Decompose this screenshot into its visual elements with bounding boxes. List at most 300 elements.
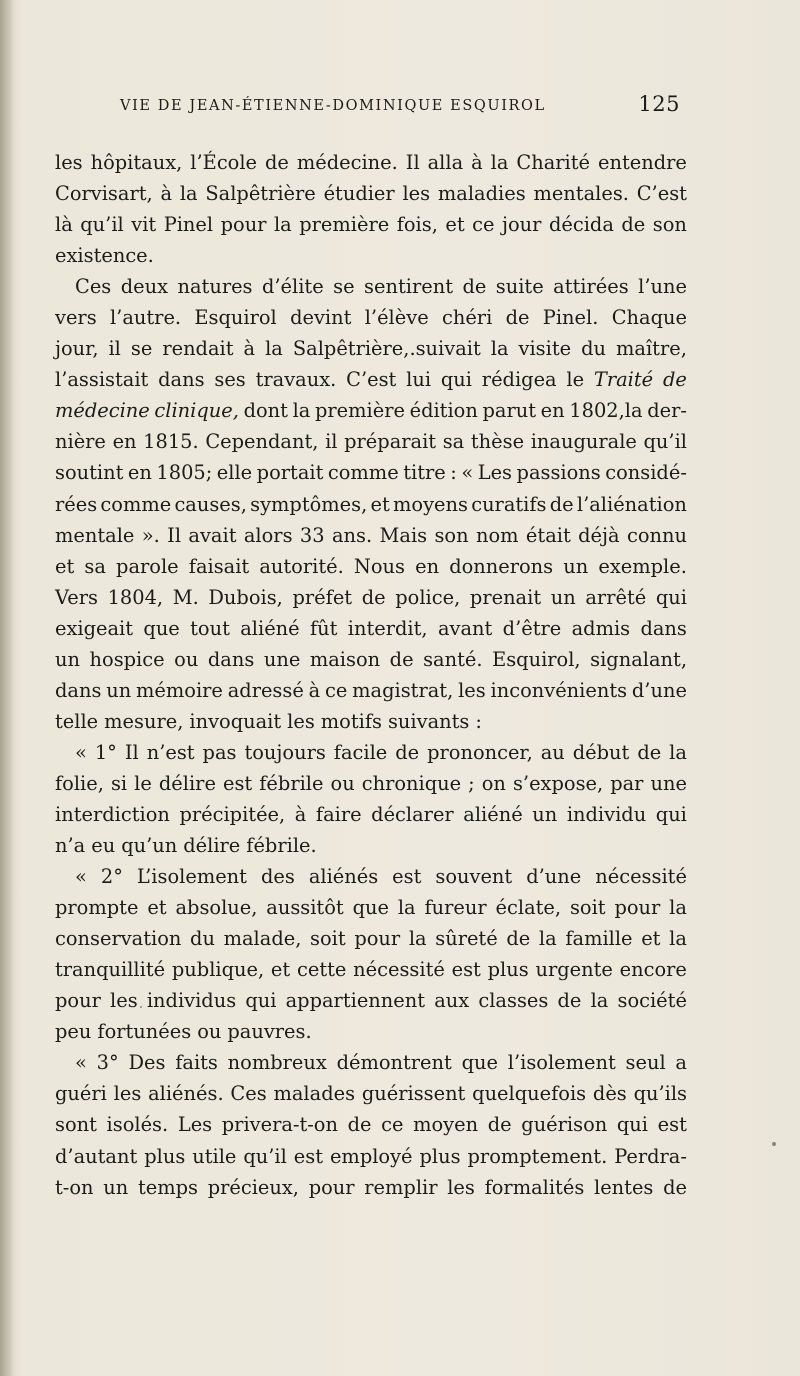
word: Les [477,461,513,485]
word: maître, [616,337,687,361]
word: guéri [55,1082,107,1106]
word: individus [146,989,237,1013]
word: aussitôt [266,896,344,920]
running-title: VIE DE JEAN-ÉTIENNE-DOMINIQUE ESQUIROL [120,98,546,114]
word: la [669,896,687,920]
word: tranquillité [55,958,166,982]
word: de [505,306,530,330]
word: de [395,740,420,764]
word: malades [273,1082,356,1106]
word: maison [309,647,381,671]
word: de [557,989,582,1013]
binding-shadow [0,0,14,1376]
word: pour [308,1175,355,1199]
word: dans [158,368,205,392]
word: cette [296,958,347,982]
word: des [260,865,295,889]
word: magistrat, [352,678,454,702]
word: remplir [364,1175,438,1199]
word: que [352,896,389,920]
word: inaugurale [530,430,637,454]
word: son [434,523,469,547]
word: deux [120,275,169,299]
word: motifs [320,709,382,733]
word: 1802,la [569,399,643,423]
text-line [55,861,687,892]
word: se [333,275,355,299]
word: une [263,647,301,671]
word: folie, [55,771,104,795]
word: de [265,151,289,174]
word: le [566,368,585,392]
word: en [415,554,440,578]
word: est [657,1113,687,1137]
word: les [447,1175,475,1199]
word: pas [202,740,237,764]
word: aliénés [308,865,379,889]
word: aux [434,989,470,1013]
page-number: 125 [638,92,680,116]
word: ce [325,678,348,702]
text-line [55,768,687,799]
word: exigeait [55,616,134,640]
running-head [120,90,680,120]
word: de [637,740,662,764]
word: mentale [55,523,135,547]
word: à [308,678,321,702]
word: vers [55,306,97,330]
text-line [55,675,687,706]
word: qu’il [243,1144,287,1168]
word: ou [197,1020,222,1044]
word: de [389,647,414,671]
word: est [392,865,422,889]
word: qui [655,802,687,826]
word: d’être [502,616,562,640]
word: en [127,461,152,485]
word: et [270,958,291,982]
word: 1815. [143,430,199,454]
word: 1804, [107,585,164,609]
word: eu [91,834,116,858]
text-line [55,985,687,1016]
word: fortunées [97,1020,192,1044]
text-line [55,1172,687,1203]
word: adressé [227,678,304,702]
word: de [487,1113,512,1137]
word: un [563,554,589,578]
word: éclate, [495,896,562,920]
word: nom [475,523,519,547]
word: symptômes, [250,492,368,516]
word: un [550,585,576,609]
word: en [540,399,565,423]
word: signalant, [590,647,687,671]
word: mentales. [533,182,629,206]
word: Esquirol, [492,647,581,671]
word: dont [243,399,288,423]
word: Mais [379,523,428,547]
word: classes [478,989,549,1013]
word: rédigea [481,368,557,392]
word: du [581,337,607,361]
word: rendait [162,337,234,361]
word: et [641,927,661,951]
word: admis [571,616,631,640]
word: thèse [470,430,525,454]
word: les [113,1082,142,1106]
word: un [103,1175,129,1199]
word: quelquefois [472,1082,587,1106]
word: faits [175,1051,218,1075]
word: utile [192,1144,237,1168]
word: causes, [174,492,247,516]
text-line [55,520,687,551]
word: Cependant, [205,430,319,454]
word: de [462,275,487,299]
text-line [55,1047,687,1078]
word: Il [167,523,182,547]
word: Charité [516,151,591,174]
word: soutint [55,461,124,485]
word: si [110,771,128,795]
word: les [287,709,315,733]
word: la [265,337,283,361]
word: telle [55,709,99,733]
word: la [397,896,416,920]
word: pour [220,213,267,237]
word: les [110,989,138,1013]
text-line [55,209,687,240]
italic-word: de [662,368,687,392]
word: Ces [75,275,112,299]
word: a [675,1051,687,1075]
text-line [55,644,687,675]
word: moyen [413,1113,479,1137]
word: première [299,213,390,237]
word: Chaque [611,306,687,330]
word: sa [84,554,106,578]
word: fébrile [259,771,324,795]
word: la [669,927,687,951]
word: portait [256,461,324,485]
word: titre [403,461,446,485]
word: isolés. [106,1113,169,1137]
word: passions [516,461,601,485]
word: comme [100,492,172,516]
word: attirées [553,275,629,299]
word: avant [437,616,493,640]
word: début [572,740,630,764]
word: travaux. [255,368,337,392]
word: d’une [631,678,687,702]
word: qu’il [643,430,687,454]
word: une [650,771,687,795]
word: alla [427,151,464,174]
text-line [55,271,687,302]
word: ou [174,647,199,671]
word: sentirent [364,275,453,299]
word: la [538,927,557,951]
text-line [55,582,687,613]
word: parole [116,554,179,578]
word: donnerons [449,554,554,578]
word: mesure, [104,709,184,733]
word: la [490,151,509,174]
word: les [402,182,431,206]
word: faire [315,802,362,826]
word: Perdra- [614,1144,687,1168]
word: et [370,492,390,516]
text-line [55,333,687,364]
word: jour [502,213,542,237]
word: : [475,709,482,733]
word: pour [614,896,661,920]
word: dans [55,678,102,702]
text-line [55,737,687,768]
word: appartiennent [285,989,426,1013]
word: prenait [469,585,542,609]
word: qui [245,989,277,1013]
word: du [190,927,215,951]
word: Il [405,151,420,174]
word: et [445,213,465,237]
word: délire [158,771,216,795]
text-line [55,830,687,861]
word: qui [655,585,687,609]
word: considé- [605,461,687,485]
word: délire [183,834,241,858]
word: visite [518,337,572,361]
word: Vers [55,585,98,609]
word: Salpêtrière,.suivait [292,337,481,361]
word: suite [495,275,544,299]
word: étudier [323,182,395,206]
word: qu’un [121,834,178,858]
word: Esquirol [194,306,277,330]
text-line [55,1078,687,1109]
word: avait [188,523,237,547]
word: urgente [535,958,613,982]
text-line [55,1016,687,1047]
word: entendre [597,151,687,174]
word: à [471,151,483,174]
word: santé. [423,647,483,671]
word: 1805; [156,461,213,485]
word: la [490,337,509,361]
word: au [540,740,565,764]
word: vit [131,213,157,237]
paper-speck [772,1142,776,1146]
word: aliéné [240,616,300,640]
word: l’aliénation [576,492,687,516]
word: M. [172,585,199,609]
word: de [621,213,646,237]
word: préfet [292,585,353,609]
text-line [55,1141,687,1172]
word: 1° [94,740,117,764]
word: interdiction [55,802,170,826]
word: l’autre. [109,306,182,330]
word: qu’ils [633,1082,687,1106]
word: « [75,740,87,764]
word: et [55,554,75,578]
word: Ces [230,1082,267,1106]
word: sont [55,1113,97,1137]
word: peu [55,1020,92,1044]
word: : [450,461,457,485]
word: déjà [578,523,620,547]
word: l’isolement [507,1051,616,1075]
word: 33 [299,523,325,547]
word: par [610,771,644,795]
word: mémoire [136,678,223,702]
word: ou [330,771,355,795]
word: inconvénients [490,678,628,702]
word: déclarer [371,802,454,826]
word: ; [468,771,475,795]
word: nière [55,430,106,454]
word: t-on [55,1175,94,1199]
word: malade, [223,927,302,951]
word: qui [616,1113,648,1137]
word: Les [177,1113,213,1137]
word: fût [309,616,338,640]
word: ans. [331,523,373,547]
word: pauvres. [227,1020,312,1044]
word: dans [207,647,255,671]
text-line [55,457,687,488]
word: la [408,927,427,951]
word: ce [472,213,495,237]
word: là [55,213,73,237]
word: seul [625,1051,666,1075]
word: fureur [424,896,487,920]
word: d’une [526,865,582,889]
word: plus [419,1144,461,1168]
word: ce [381,1113,404,1137]
word: ». [141,523,160,547]
word: arrêté [585,585,647,609]
word: de [549,492,574,516]
word: est [293,1144,323,1168]
word: publique, [171,958,265,982]
word: prononcer, [427,740,533,764]
word: privera-t-on [221,1113,338,1137]
word: devint [290,306,352,330]
word: Des [128,1051,166,1075]
word: chéri [441,306,493,330]
word: de [347,1113,372,1137]
word: de [663,1175,687,1199]
word: que [143,616,180,640]
word: existence. [55,244,154,268]
word: société [617,989,687,1013]
word: maladies [437,182,526,206]
word: nombreux [227,1051,327,1075]
word: de [361,585,386,609]
word: l’élève [364,306,429,330]
word: Salpêtrière [205,182,316,206]
word: pour [55,989,101,1013]
word: C’est [636,182,687,206]
word: natures [177,275,253,299]
text-line [55,706,687,737]
word: la [273,213,292,237]
text-line [55,426,687,457]
word: Pinel [163,213,214,237]
word: Dubois, [208,585,283,609]
word: faisait [188,554,250,578]
word: pour [354,927,401,951]
word: la [292,399,311,423]
word: Pinel. [542,306,599,330]
word: « [75,1051,87,1075]
word: L’isolement [136,865,247,889]
word: conservation [55,927,182,951]
word: encore [619,958,687,982]
word: édition [409,399,478,423]
word: il [325,430,338,454]
word: alors [243,523,293,547]
word: hôpitaux, [90,151,183,174]
word: promptement. [467,1144,608,1168]
word: suivants [387,709,470,733]
word: décida [548,213,614,237]
word: fois, [396,213,438,237]
text-line [55,302,687,333]
word: hospice [89,647,165,671]
word: était [525,523,571,547]
word: lentes [594,1175,654,1199]
word: précipitée, [179,802,286,826]
word: n’a [55,834,86,858]
text-line [55,799,687,830]
word: lui [406,368,432,392]
word: absolue, [175,896,258,920]
word: plus [144,1144,186,1168]
word: nécessité [353,958,445,982]
text-line [55,1109,687,1140]
word: il [108,337,121,361]
word: à [243,337,256,361]
word: n’est [146,740,195,764]
word: l’assistait [55,368,149,392]
word: médecine. [296,151,398,174]
body-text [55,147,687,1203]
word: et [147,896,167,920]
word: les [55,151,83,174]
paper-speck [140,1006,142,1008]
word: un [55,647,80,671]
word: sûreté [435,927,498,951]
word: un [106,678,132,702]
word: police, [395,585,461,609]
word: interdit, [347,616,428,640]
text-line [55,240,687,271]
word: plus [487,958,529,982]
text-line [55,923,687,954]
word: est [222,771,253,795]
text-line [55,489,687,520]
word: Il [124,740,139,764]
word: 2° [100,865,123,889]
word: guérissent [361,1082,466,1106]
word: « [75,865,87,889]
word: la [669,740,687,764]
word: tout [190,616,230,640]
word: dès [592,1082,627,1106]
